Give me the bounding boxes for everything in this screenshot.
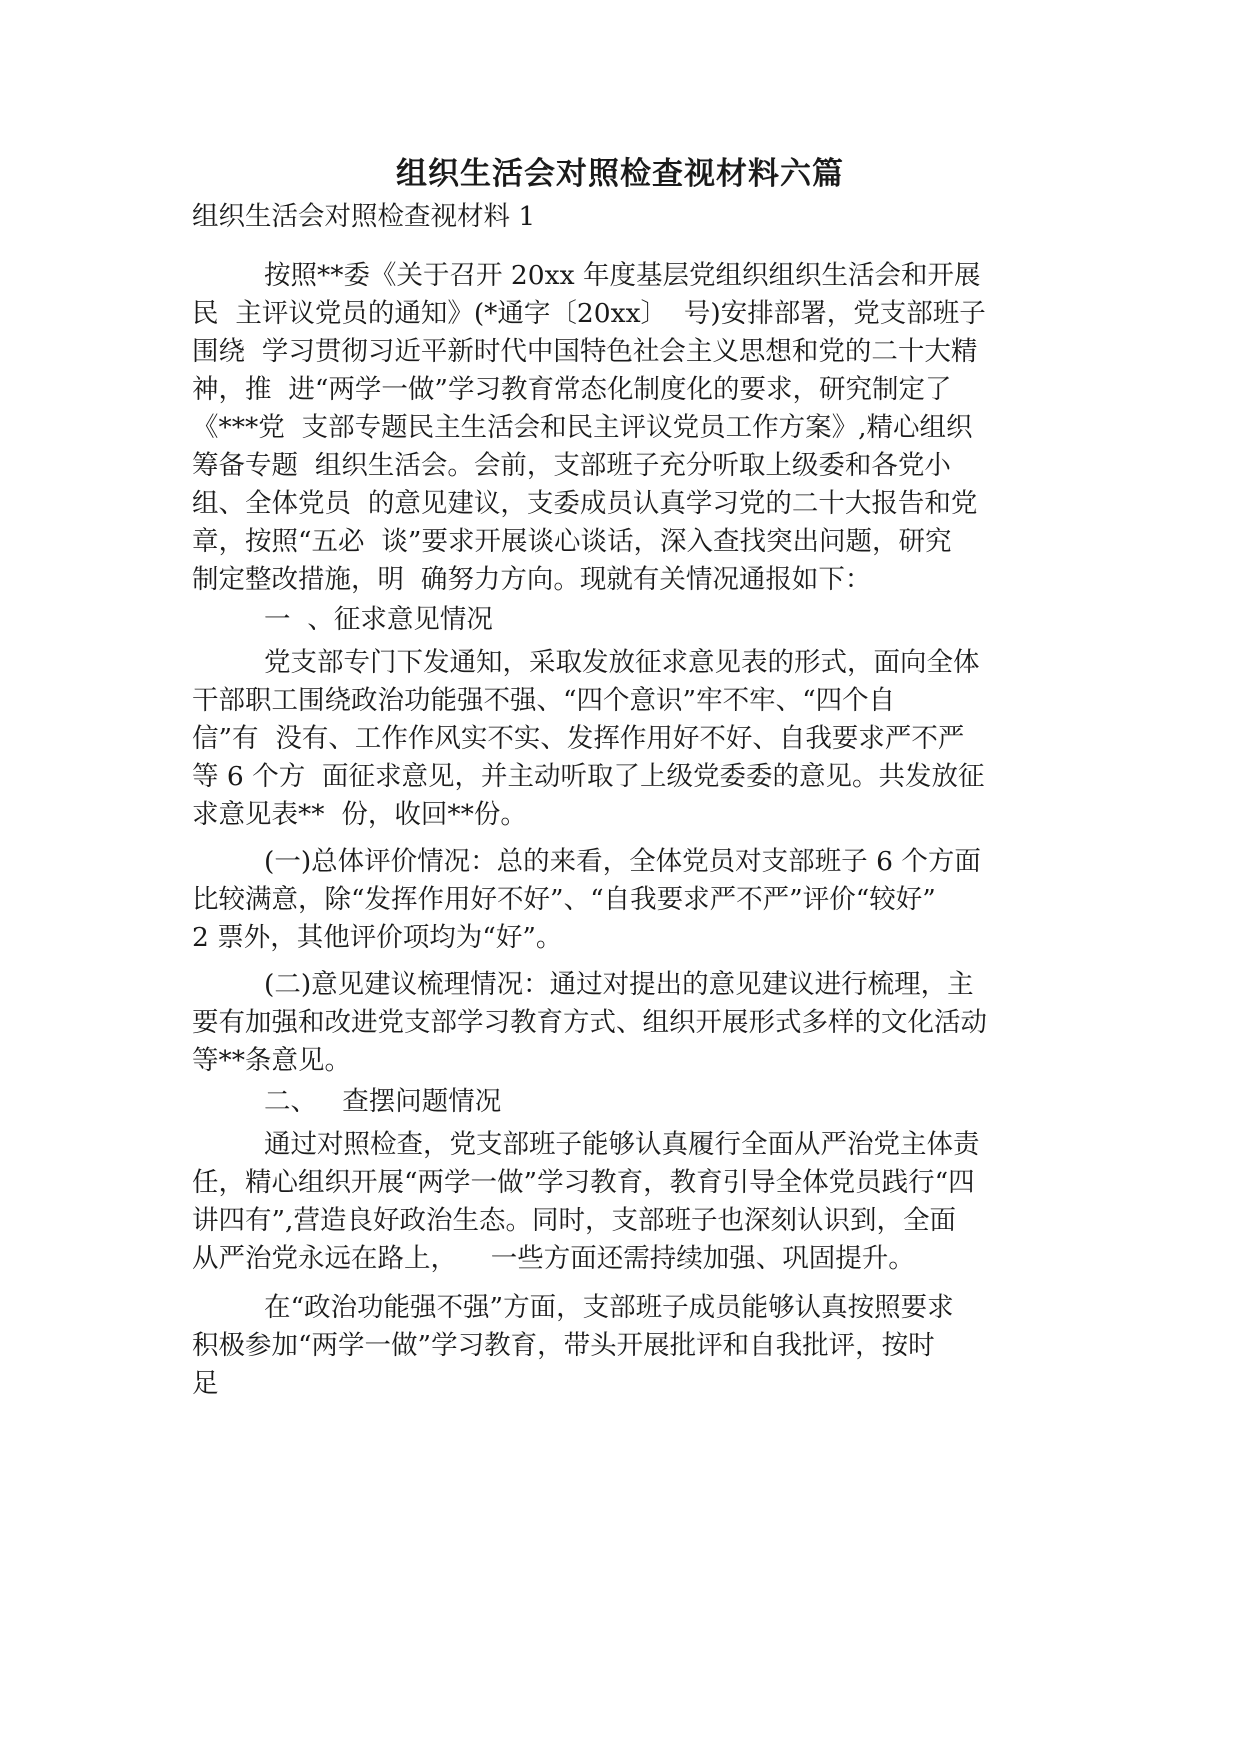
paragraph-line: (一)总体评价情况：总的来看，全体党员对支部班子 6 个方面 xyxy=(264,846,981,877)
paragraph-line: 比较满意，除“发挥作用好不好”、“自我要求严不严”评价“较好” xyxy=(192,884,936,915)
subheading: 二、 查摆问题情况 xyxy=(264,1086,502,1117)
paragraph-line: 在“政治功能强不强”方面，支部班子成员能够认真按照要求 xyxy=(264,1292,954,1323)
paragraph-line: 通过对照检查，党支部班子能够认真履行全面从严治党主体责 xyxy=(264,1129,980,1160)
document-title: 组织生活会对照检查视材料六篇 xyxy=(396,156,844,192)
paragraph-line: 足 xyxy=(192,1368,219,1399)
section-heading: 组织生活会对照检查视材料 1 xyxy=(192,201,536,232)
paragraph-line: 章，按照“五必 谈”要求开展谈心谈话，深入查找突出问题，研究 xyxy=(192,526,952,557)
paragraph-line: 任，精心组织开展“两学一做”学习教育，教育引导全体党员践行“四 xyxy=(192,1167,975,1198)
paragraph-line: 围绕 学习贯彻习近平新时代中国特色社会主义思想和党的二十大精 xyxy=(192,336,978,367)
paragraph-line: 要有加强和改进党支部学习教育方式、组织开展形式多样的文化活动 xyxy=(192,1007,987,1038)
paragraph-line: 积极参加“两学一做”学习教育，带头开展批评和自我批评，按时 xyxy=(192,1330,935,1361)
paragraph-line: 讲四有”,营造良好政治生态。同时，支部班子也深刻认识到，全面 xyxy=(192,1205,956,1236)
paragraph-line: 求意见表** 份，收回**份。 xyxy=(192,799,527,830)
paragraph-line: 《***党 支部专题民主生活会和民主评议党员工作方案》,精心组织 xyxy=(192,412,973,443)
paragraph-line: 党支部专门下发通知，采取发放征求意见表的形式，面向全体 xyxy=(264,647,980,678)
paragraph-line: 组、全体党员 的意见建议，支委成员认真学习党的二十大报告和党 xyxy=(192,488,978,519)
paragraph-line: 信”有 没有、工作作风实不实、发挥作用好不好、自我要求严不严 xyxy=(192,723,965,754)
paragraph-line: 按照**委《关于召开 20xx 年度基层党组织组织生活会和开展 xyxy=(264,260,981,291)
paragraph-line: 2 票外，其他评价项均为“好”。 xyxy=(192,922,563,953)
paragraph-line: 神，推 进“两学一做”学习教育常态化制度化的要求，研究制定了 xyxy=(192,374,952,405)
paragraph-line: 从严治党永远在路上， 一些方面还需持续加强、巩固提升。 xyxy=(192,1243,915,1274)
paragraph-line: 干部职工围绕政治功能强不强、“四个意识”牢不牢、“四个自 xyxy=(192,685,896,716)
paragraph-line: (二)意见建议梳理情况：通过对提出的意见建议进行梳理，主 xyxy=(264,969,974,1000)
paragraph-line: 等 6 个方 面征求意见，并主动听取了上级党委委的意见。共发放征 xyxy=(192,761,985,792)
paragraph-line: 筹备专题 组织生活会。会前，支部班子充分听取上级委和各党小 xyxy=(192,450,951,481)
subheading: 一 、征求意见情况 xyxy=(264,604,493,635)
paragraph-line: 民 主评议党员的通知》(*通字〔20xx〕 号)安排部署，党支部班子 xyxy=(192,298,986,329)
paragraph-line: 制定整改措施，明 确努力方向。现就有关情况通报如下： xyxy=(192,564,872,595)
paragraph-line: 等**条意见。 xyxy=(192,1045,351,1076)
